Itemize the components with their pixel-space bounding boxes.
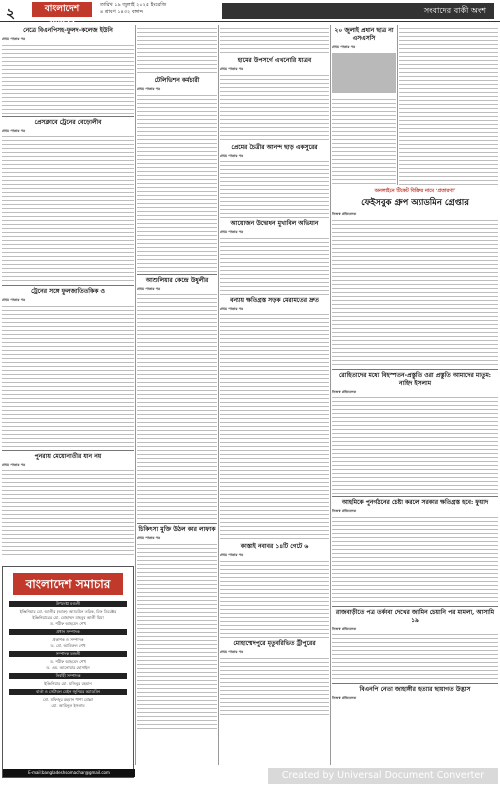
imprint-box bbox=[2, 566, 134, 778]
article-body bbox=[137, 291, 217, 521]
divider bbox=[2, 285, 134, 286]
article-body bbox=[2, 303, 134, 448]
feature-block bbox=[332, 185, 498, 765]
article-body bbox=[399, 25, 498, 185]
article-headline: পুনরায় মেয়োনাতীর যান নয় bbox=[34, 452, 102, 460]
article-headline: আহমিকে পুনর্গঠনের চেষ্টা করলে সরকার ক্ষতিগ্রস্ত হবে: ফুয়াদ bbox=[341, 499, 489, 507]
byline: নিজস্ব প্রতিবেদক bbox=[332, 509, 357, 514]
article-headline: আয়োজন উদ্বোধন মুখাবিল অভিযান bbox=[230, 220, 319, 228]
article-headline: রোহিতাদের মধ্যে বিহস্পতন-প্রস্তুতি ওরা প্রস্তুতি আমাদের মাতুম: নাহিদ ইসলাম bbox=[338, 371, 492, 387]
byline: প্রথম পাতার পর bbox=[2, 298, 26, 303]
article-body bbox=[220, 158, 329, 218]
divider bbox=[332, 683, 498, 684]
byline: প্রথম পাতার পর bbox=[137, 536, 161, 541]
byline: প্রথম পাতার পর bbox=[220, 153, 244, 158]
article-body bbox=[220, 311, 329, 541]
byline: নিজস্ব প্রতিবেদক bbox=[332, 626, 357, 631]
section-banner: সংবাদের বাকী অংশ bbox=[222, 3, 494, 19]
news-photo bbox=[332, 53, 396, 93]
article-headline: হামের উপসর্গে এখনোরি যাত্রব bbox=[237, 57, 312, 64]
divider bbox=[332, 606, 498, 607]
imprint-line: ইঞ্জিনিয়ার মো. মজিবুর রহমান bbox=[44, 681, 92, 686]
imprint-line: ইঞ্জিনিয়ারের মো. মোহাম্মদ মাহবুব আলী মিয়া bbox=[32, 615, 104, 620]
article-headline: টেলিভিশন কর্মচারী bbox=[154, 77, 200, 84]
byline: নিজস্ব প্রতিবেদক bbox=[332, 389, 357, 394]
article-headline: নেত্রে বিএনপিসহ-ফুলদ-কলেজ ইউনি bbox=[23, 27, 113, 34]
article-body bbox=[332, 217, 498, 367]
article-headline: চিকিৎসা মুক্তি উঠল কার লাফাক bbox=[138, 526, 216, 534]
byline: প্রথম পাতার পর bbox=[137, 286, 161, 291]
article-headline: আশুলিয়ার কেন্দ্রে উধুলীর bbox=[145, 276, 209, 284]
imprint-band: প্রধান সম্পাদক bbox=[9, 629, 127, 635]
byline: প্রথম পাতার পর bbox=[220, 306, 244, 311]
byline: নিজস্ব প্রতিবেদক bbox=[332, 212, 357, 216]
masthead bbox=[0, 0, 500, 29]
article-body bbox=[2, 467, 134, 557]
divider bbox=[2, 116, 134, 117]
article-headline: বিএনপি নেতা জাহাঙ্গীর হত্যার ছায়াগত উদ্ভাস bbox=[359, 686, 471, 694]
article-body bbox=[332, 394, 498, 494]
article-headline: রাজবাড়ীতে পত্র তর্কাবা দেখের জামিন চেয়ানি পর মামলা, আসামি ১৯ bbox=[335, 608, 495, 624]
article-headline: ট্রেনের সঙ্গে ফুলজাতিতকিক ও bbox=[31, 288, 105, 296]
kicker: অনলাইনে টিকেট বিক্রির নামে ‘প্রতারণা’ bbox=[374, 188, 456, 194]
article-body bbox=[220, 25, 329, 55]
imprint-band: নির্বাহী সম্পাদক bbox=[9, 673, 127, 679]
article-body bbox=[220, 655, 329, 715]
article-body bbox=[220, 72, 329, 142]
byline: প্রথম পাতার পর bbox=[2, 462, 26, 467]
article-headline: বন্যায় ক্ষতিগ্রস্ত সড়ক মেরামতের দ্রুত bbox=[230, 296, 319, 304]
imprint-band: সম্পাদক মণ্ডলী bbox=[9, 651, 127, 657]
article-body bbox=[2, 42, 134, 114]
article-body bbox=[137, 25, 217, 75]
article-body bbox=[220, 235, 329, 295]
date-line-1: তারিখ ১৯ জুলাই ২০২৫ ইংরেজি bbox=[100, 2, 167, 8]
imprint-line: ড. মো. আমিরুল শেখ bbox=[50, 643, 86, 648]
imprint-line: ড. শরীফ আহমেদ শেখ bbox=[50, 659, 86, 664]
imprint-band: বার্তা ও সেটাবল মেইন জুনিয়র অ্যাডমিন bbox=[9, 689, 127, 695]
watermark: Created by Universal Document Converter bbox=[268, 768, 498, 784]
article-body bbox=[137, 92, 217, 272]
imprint-line: ড. এম. আনোয়ার হোসাইন bbox=[46, 665, 90, 670]
article-headline: ২০ জুলাই প্রধান ছাত্র না এসএসসি bbox=[334, 27, 394, 42]
imprint-line: ইঞ্জিনিয়ার মো. আলীর (আরু) অ্যাডমিন তরিক, চিফ ডিরেক্টর bbox=[19, 609, 117, 614]
article-body bbox=[220, 558, 329, 638]
divider bbox=[332, 496, 498, 497]
divider bbox=[332, 369, 498, 370]
email-bar: E-mail:bangladeshsomachar@gmail.com bbox=[3, 769, 135, 777]
article-body bbox=[332, 631, 498, 681]
article-headline: প্রেসক্লাবে ট্রেনের বেড়োলীব bbox=[34, 118, 102, 126]
imprint-line: প্রকাশক ও সম্পাদক bbox=[52, 637, 84, 642]
byline: প্রথম পাতার পর bbox=[332, 45, 356, 49]
column-left bbox=[2, 25, 134, 563]
imprint-line: মো. মফিজুর রহমান পাশা মোল্লা bbox=[43, 697, 93, 702]
divider bbox=[137, 274, 217, 275]
column-rule bbox=[218, 25, 219, 765]
article-body bbox=[2, 133, 134, 283]
date-box bbox=[100, 2, 166, 16]
byline: প্রথম পাতার পর bbox=[137, 87, 161, 91]
article-body bbox=[332, 514, 498, 604]
article-headline: মোহাম্মেদপুরে মৃতুবরিভিত ট্রীপুরের bbox=[233, 639, 316, 647]
column-rule bbox=[135, 25, 136, 765]
byline: প্রথম পাতার পর bbox=[2, 37, 26, 41]
page-number: ২ bbox=[6, 6, 16, 22]
imprint-line: মো. আমিনুল ইসলাম bbox=[51, 703, 85, 708]
divider bbox=[137, 523, 217, 524]
article-headline: কাস্তাই নবাবর ১৪টি গেটে ৬ bbox=[240, 543, 309, 551]
column-rule bbox=[330, 25, 331, 765]
imprint-line: ড. শরীফ আহমেদ শেখ bbox=[50, 621, 86, 626]
date-line-2: ৪ শ্রাবণ ১৪৩২ বঙ্গাব্দ bbox=[100, 9, 143, 15]
byline: প্রথম পাতার পর bbox=[2, 128, 26, 133]
article-headline: প্রেমের চৈত্রীর আনন্দ ছাড় একসুরের bbox=[231, 143, 318, 151]
byline: প্রথম পাতার পর bbox=[220, 649, 244, 654]
byline: নিজস্ব প্রতিবেদক bbox=[332, 696, 357, 701]
article-body bbox=[137, 541, 217, 731]
imprint-logo: বাংলাদেশ সমাচার bbox=[13, 573, 123, 595]
byline: প্রথম পাতার পর bbox=[220, 553, 244, 558]
feature-headline: ফেইসবুক গ্রুপ অ্যাডমিন গ্রেপ্তার bbox=[361, 198, 469, 208]
divider bbox=[2, 450, 134, 451]
column-middle bbox=[220, 25, 329, 765]
byline: প্রথম পাতার পর bbox=[220, 67, 244, 71]
column-2 bbox=[137, 25, 217, 765]
imprint-band: উপদেষ্টা মণ্ডলী bbox=[9, 601, 127, 607]
newspaper-logo: বাংলাদেশ সমাচার bbox=[32, 2, 92, 17]
byline: প্রথম পাতার পর bbox=[220, 230, 244, 235]
